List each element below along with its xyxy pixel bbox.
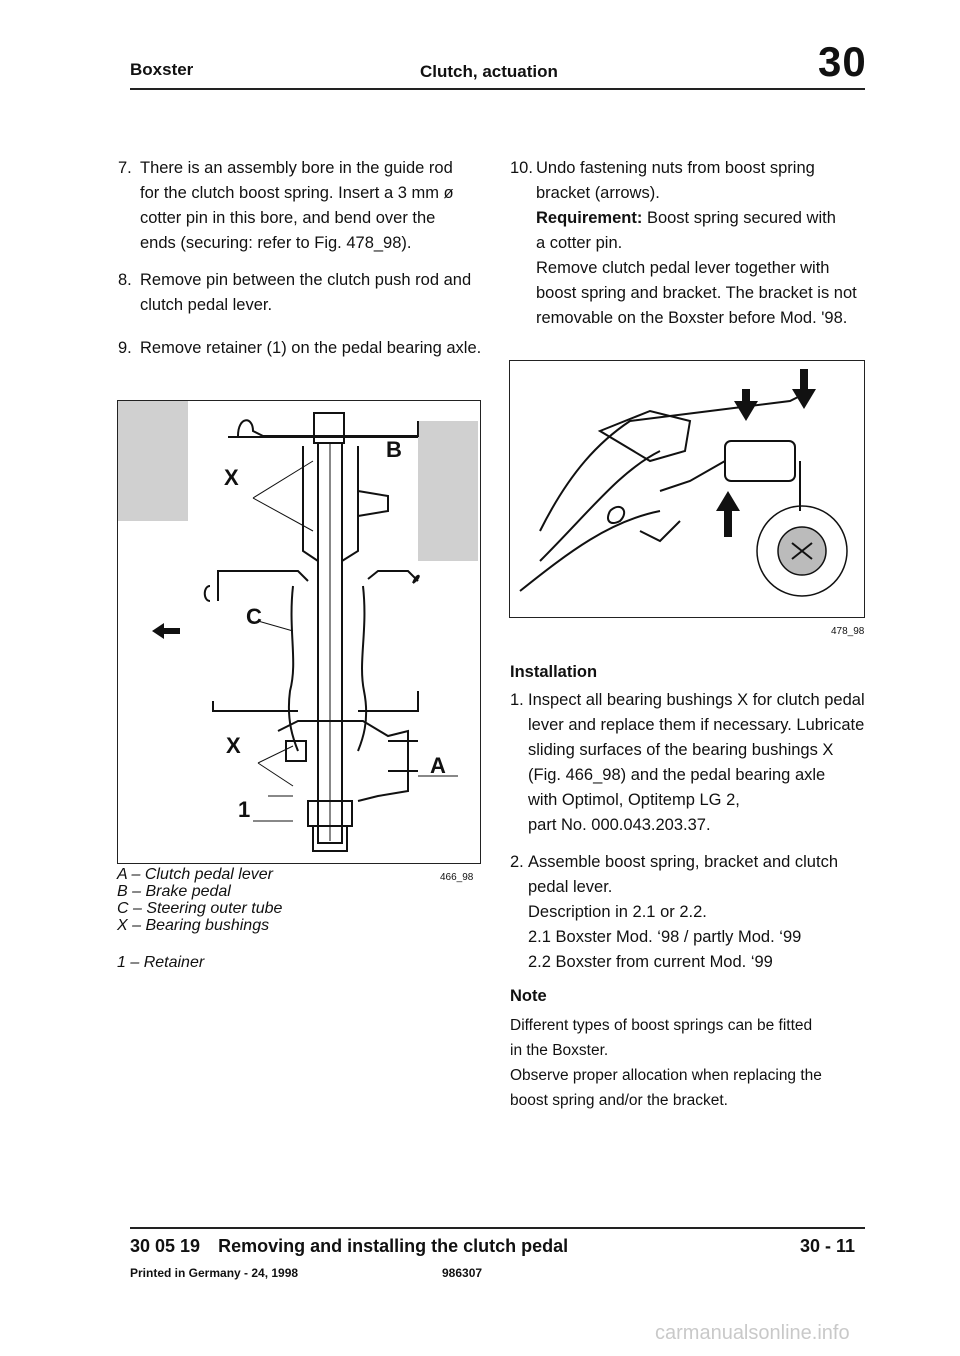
step-9	[118, 336, 488, 361]
label-x-upper: X	[224, 465, 239, 490]
step-line: part No. 000.043.203.37.	[528, 816, 711, 834]
label-x-lower: X	[226, 733, 241, 758]
step-line: clutch pedal lever.	[140, 296, 273, 314]
step-10	[510, 156, 870, 331]
step-line: pedal lever.	[528, 878, 613, 896]
label-a: A	[430, 753, 446, 778]
label-1: 1	[238, 797, 251, 822]
requirement-label: Requirement:	[536, 209, 643, 227]
header-model: Boxster	[130, 60, 194, 79]
note-line: in the Boxster.	[510, 1042, 609, 1059]
arrow-down-icon	[792, 369, 816, 409]
figure-number: 466_98	[440, 872, 474, 883]
legend-item: B – Brake pedal	[117, 883, 231, 900]
installation-step-1	[510, 688, 870, 838]
step-line: bracket (arrows).	[536, 184, 660, 202]
step-line: with Optimol, Optitemp LG 2,	[528, 791, 740, 809]
footer-printed: Printed in Germany - 24, 1998	[130, 1266, 299, 1280]
installation-step-2	[510, 850, 870, 975]
step-line: Remove pin between the clutch push rod and	[140, 271, 472, 289]
step-line: Remove retainer (1) on the pedal bearing axle.	[140, 339, 482, 357]
step-line: removable on the Boxster before Mod. '98.	[536, 309, 848, 327]
step-number: 1.	[510, 691, 524, 709]
step-line: ends (securing: refer to Fig. 478_98).	[140, 234, 412, 252]
label-c: C	[246, 604, 262, 629]
step-line: Remove clutch pedal lever together with	[536, 259, 830, 277]
direction-arrow-icon	[152, 623, 180, 639]
step-number: 2.	[510, 853, 524, 871]
step-line: (Fig. 466_98) and the pedal bearing axle	[528, 766, 826, 784]
step-line: lever and replace them if necessary. Lubricate	[528, 716, 865, 734]
footer-doc-number: 986307	[442, 1266, 483, 1280]
legend-item: X – Bearing bushings	[117, 917, 270, 934]
step-number: 7.	[118, 159, 132, 177]
boost-spring-diagram	[510, 361, 864, 617]
step-7	[118, 156, 488, 256]
step-line: boost spring and bracket. The bracket is not	[536, 284, 857, 302]
step-line: Undo fastening nuts from boost spring	[536, 159, 815, 177]
label-b: B	[386, 437, 402, 462]
step-line: sliding surfaces of the bearing bushings X	[528, 741, 834, 759]
requirement-text: Boost spring secured with	[642, 209, 836, 227]
step-line: 2.2 Boxster from current Mod. ‘99	[528, 953, 773, 971]
step-line: cotter pin in this bore, and bend over the	[140, 209, 436, 227]
requirement-line	[536, 206, 870, 231]
arrow-up-icon	[716, 491, 740, 537]
note-line: Different types of boost springs can be fitted	[510, 1017, 813, 1034]
figure-478-98	[509, 360, 865, 618]
note-heading: Note	[510, 987, 547, 1005]
step-number: 9.	[118, 339, 132, 357]
footer-title	[130, 1236, 568, 1257]
figure-466-98	[117, 400, 481, 864]
step-line: Inspect all bearing bushings X for clutch pedal	[528, 691, 865, 709]
step-line: Description in 2.1 or 2.2.	[528, 903, 707, 921]
step-line: a cotter pin.	[536, 234, 623, 252]
footer-rule	[130, 1227, 865, 1229]
note-line: boost spring and/or the bracket.	[510, 1092, 728, 1109]
footer-procedure: Removing and installing the clutch pedal	[218, 1236, 569, 1256]
header-rule	[130, 88, 865, 90]
legend-item: 1 – Retainer	[117, 954, 205, 971]
note-line: Observe proper allocation when replacing the	[510, 1067, 822, 1084]
legend-item: A – Clutch pedal lever	[117, 866, 273, 883]
header-topic: Clutch, actuation	[420, 62, 558, 81]
step-8	[118, 268, 488, 318]
step-line: There is an assembly bore in the guide rod	[140, 159, 453, 177]
note-body	[510, 1013, 822, 1113]
step-number: 8.	[118, 271, 132, 289]
arrow-down-icon	[734, 389, 758, 421]
installation-heading: Installation	[510, 663, 598, 681]
footer-code: 30 05 19	[130, 1236, 201, 1256]
legend-item: C – Steering outer tube	[117, 900, 283, 917]
pedal-axle-diagram	[118, 401, 480, 863]
figure-legend	[117, 866, 282, 971]
step-line: for the clutch boost spring. Insert a 3 mm ø	[140, 184, 454, 202]
header-section-number: 30	[818, 38, 867, 85]
watermark: carmanualsonline.info	[655, 1322, 850, 1344]
step-number: 10.	[510, 159, 533, 177]
figure-number: 478_98	[831, 626, 865, 637]
step-line: 2.1 Boxster Mod. ‘98 / partly Mod. ‘99	[528, 928, 802, 946]
footer-page-number: 30 - 11	[800, 1236, 856, 1256]
step-line: Assemble boost spring, bracket and clutch	[528, 853, 838, 871]
